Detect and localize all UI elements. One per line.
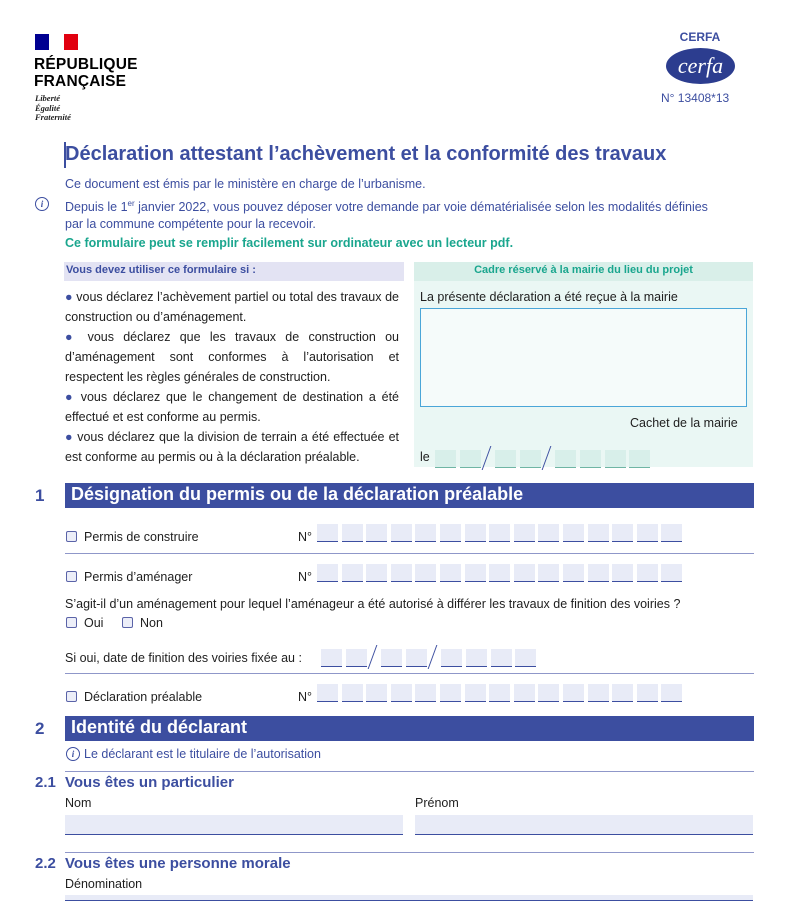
subsection-2-1-title: Vous êtes un particulier (65, 774, 234, 791)
info-icon: i (66, 747, 80, 761)
divider (65, 771, 754, 772)
section-2-title: Identité du déclarant (65, 716, 754, 741)
permis-construire-label: Permis de construire (84, 530, 199, 544)
date-le-label: le (420, 450, 430, 464)
declaration-prealable-no-label: N° (298, 690, 313, 704)
fillable-note: Ce formulaire peut se remplir facilement sur ordinateur avec un lecteur pdf. (65, 236, 514, 250)
permis-amenager-checkbox[interactable] (66, 571, 77, 582)
list-item: ● vous déclarez l’achèvement partiel ou total des travaux de construction ou d’aménagement. (65, 290, 399, 324)
subsection-2-1-number: 2.1 (35, 774, 56, 791)
republique-francaise-logo: RÉPUBLIQUE FRANÇAISE (34, 56, 138, 90)
voiries-date-field[interactable] (321, 645, 540, 667)
declaration-prealable-number-field[interactable] (317, 684, 686, 702)
nom-input[interactable] (65, 815, 403, 835)
permis-amenager-no-label: N° (298, 570, 313, 584)
intro-line-2: Depuis le 1er janvier 2022, vous pouvez déposer votre demande par voie dématérialisée selon les modalités définies (65, 199, 708, 215)
divider (65, 553, 754, 554)
intro-line-3: par la commune compétente pour la recevoir. (65, 217, 316, 231)
divider (65, 673, 754, 674)
mairie-received-label: La présente déclaration a été reçue à la mairie (420, 290, 678, 304)
prenom-label: Prénom (415, 796, 459, 810)
permis-amenager-label: Permis d’aménager (84, 570, 193, 584)
prenom-input[interactable] (415, 815, 753, 835)
permis-construire-no-label: N° (298, 530, 313, 544)
marianne-flag-logo (35, 34, 78, 50)
permis-construire-checkbox[interactable] (66, 531, 77, 542)
section-2-number: 2 (35, 719, 45, 738)
non-label: Non (140, 616, 163, 630)
mairie-heading: Cadre réservé à la mairie du lieu du projet (414, 262, 753, 281)
denomination-input[interactable] (65, 895, 753, 901)
cerfa-logo: cerfa (666, 48, 735, 84)
subsection-2-2-number: 2.2 (35, 855, 56, 872)
section-1-number: 1 (35, 486, 45, 505)
denomination-label: Dénomination (65, 877, 143, 891)
nom-label: Nom (65, 796, 92, 810)
mairie-stamp-box[interactable] (420, 308, 747, 407)
page-title: Déclaration attestant l’achèvement et la conformité des travaux (65, 143, 667, 165)
motto: Liberté Égalité Fraternité (35, 93, 71, 122)
declaration-prealable-label: Déclaration préalable (84, 690, 203, 704)
declaration-prealable-checkbox[interactable] (66, 691, 77, 702)
divider (65, 852, 754, 853)
oui-checkbox[interactable] (66, 617, 77, 628)
permis-amenager-number-field[interactable] (317, 564, 686, 582)
usage-heading: Vous devez utiliser ce formulaire si : (64, 262, 404, 281)
oui-label: Oui (84, 616, 104, 630)
stamp-label: Cachet de la mairie (630, 416, 738, 430)
subsection-2-2-title: Vous êtes une personne morale (65, 855, 291, 872)
cerfa-number: N° 13408*13 (661, 91, 730, 105)
permis-construire-number-field[interactable] (317, 524, 686, 542)
list-item: ● vous déclarez que la division de terrain a été effectuée et est conforme au permis ou à la déclaration préalable. (65, 430, 399, 464)
list-item: ● vous déclarez que le changement de destination a été effectué et est conforme au permis. (65, 390, 399, 424)
voiries-date-label: Si oui, date de finition des voiries fixée au : (65, 651, 302, 665)
section-1-title: Désignation du permis ou de la déclaration préalable (65, 483, 754, 508)
declarant-info: Le déclarant est le titulaire de l’autorisation (84, 747, 321, 761)
usage-list (65, 287, 399, 467)
non-checkbox[interactable] (122, 617, 133, 628)
cerfa-label: CERFA (679, 30, 721, 44)
voiries-question: S’agit-il d’un aménagement pour lequel l’aménageur a été autorisé à différer les travaux de finition des voiries ? (65, 597, 681, 611)
info-icon: i (35, 197, 49, 211)
list-item: ● vous déclarez que les travaux de construction ou d’aménagement sont conformes à l’autorisation et respectent les règles générales de construction. (65, 330, 399, 384)
mairie-date-field[interactable] (435, 446, 654, 468)
intro-line-1: Ce document est émis par le ministère en charge de l’urbanisme. (65, 177, 426, 191)
